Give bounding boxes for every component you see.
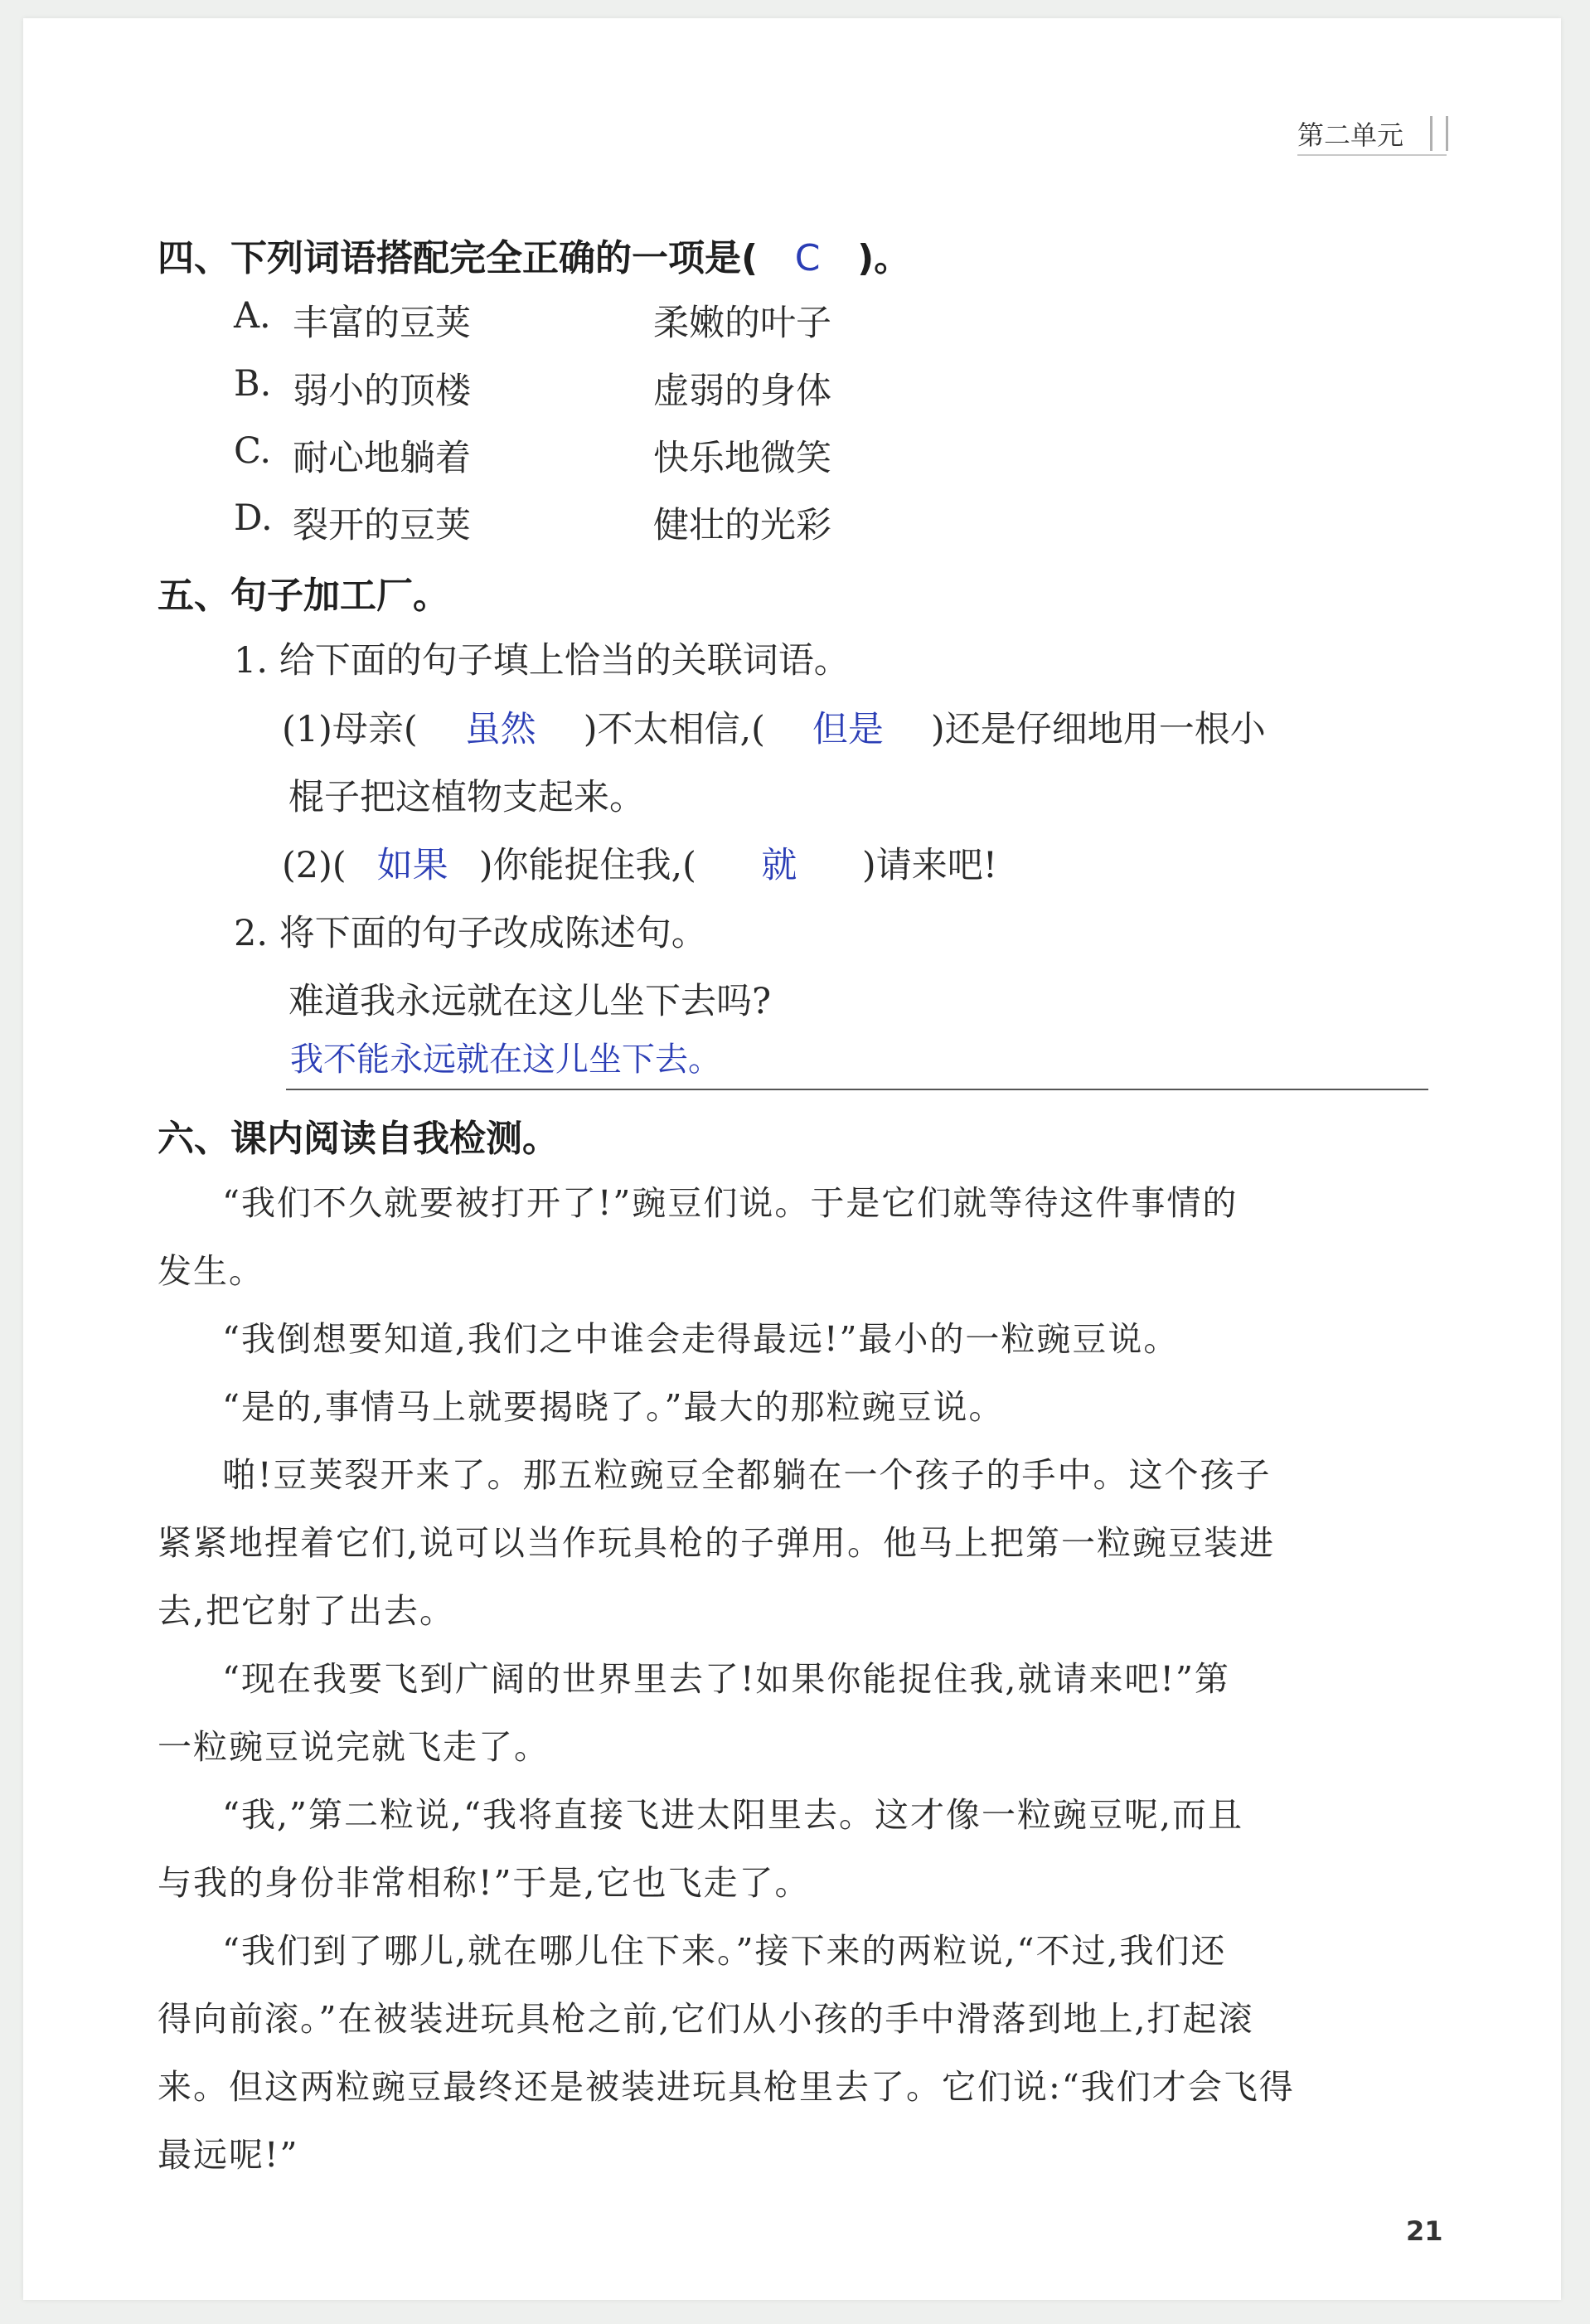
q6-title: 六、课内阅读自我检测。 bbox=[158, 1118, 559, 1160]
q4-option-a-label: A. bbox=[234, 295, 271, 337]
q5-title: 五、句子加工厂。 bbox=[158, 575, 449, 617]
q5-s1-post: )还是仔细地用一根小 bbox=[930, 709, 1266, 750]
q4-option-d-label: D. bbox=[234, 497, 273, 539]
passage-line: 一粒豌豆说完就飞走了。 bbox=[158, 1727, 550, 1767]
q5-sentence1-line2: 棍子把这植物支起来。 bbox=[288, 777, 645, 818]
page-number: 21 bbox=[1406, 2215, 1443, 2247]
passage-line: “我们到了哪儿,就在哪儿住下来。”接下来的两粒说,“不过,我们还 bbox=[222, 1931, 1227, 1971]
passage-line: 发生。 bbox=[158, 1251, 264, 1291]
q5-sub2: 2. 将下面的句子改成陈述句。 bbox=[234, 913, 707, 954]
q4-stem-post: )。 bbox=[857, 237, 911, 279]
q5-s2-answer2: 就 bbox=[761, 845, 797, 886]
q5-s1-answer2: 但是 bbox=[812, 709, 884, 750]
passage-line: “现在我要飞到广阔的世界里去了!如果你能捉住我,就请来吧!”第 bbox=[222, 1659, 1230, 1699]
q5-s2-post: )请来吧! bbox=[861, 845, 997, 886]
q5-answer-line bbox=[286, 1089, 1428, 1090]
q5-s1-mid: )不太相信,( bbox=[583, 709, 765, 750]
q4-option-d-right: 健壮的光彩 bbox=[653, 505, 831, 546]
q5-s2-mid: )你能捉住我,( bbox=[478, 845, 696, 886]
q5-s2-answer1: 如果 bbox=[376, 845, 448, 886]
q4-option-a-left: 丰富的豆荚 bbox=[293, 303, 471, 344]
q5-s1-pre: (1)母亲( bbox=[282, 709, 418, 750]
passage-line: 来。但这两粒豌豆最终还是被装进玩具枪里去了。它们说:“我们才会飞得 bbox=[158, 2067, 1295, 2107]
header-rule bbox=[1297, 154, 1447, 156]
q4-answer: C bbox=[794, 237, 821, 279]
q4-option-b-left: 弱小的顶楼 bbox=[293, 371, 471, 412]
q4-option-c-left: 耐心地躺着 bbox=[293, 438, 471, 479]
q5-question-sentence: 难道我永远就在这儿坐下去吗? bbox=[288, 981, 772, 1022]
passage-line: 最远呢!” bbox=[158, 2135, 299, 2175]
q5-sentence2 bbox=[282, 837, 997, 888]
q5-sub1: 1. 给下面的句子填上恰当的关联词语。 bbox=[234, 640, 850, 682]
q5-answer-sentence: 我不能永远就在这儿坐下去。 bbox=[290, 1041, 721, 1079]
q4-option-c-label: C. bbox=[234, 430, 272, 472]
unit-header: 第二单元 bbox=[1297, 119, 1404, 151]
header-bars-decoration bbox=[1430, 116, 1448, 151]
q5-s1-answer1: 虽然 bbox=[464, 709, 536, 750]
q4-option-c-right: 快乐地微笑 bbox=[653, 438, 831, 479]
q4-option-b-label: B. bbox=[234, 363, 272, 405]
passage-line: “我,”第二粒说,“我将直接飞进太阳里去。这才像一粒豌豆呢,而且 bbox=[222, 1795, 1243, 1835]
passage-line: “是的,事情马上就要揭晓了。”最大的那粒豌豆说。 bbox=[222, 1387, 1005, 1427]
q4-stem bbox=[158, 228, 910, 281]
q4-option-b-right: 虚弱的身体 bbox=[653, 371, 831, 412]
passage-line: 与我的身份非常相称!”于是,它也飞走了。 bbox=[158, 1863, 811, 1903]
q5-s2-pre: (2)( bbox=[282, 845, 347, 886]
q4-stem-pre: 四、下列词语搭配完全正确的一项是( bbox=[158, 237, 759, 279]
passage-line: “我们不久就要被打开了!”豌豆们说。于是它们就等待这件事情的 bbox=[222, 1183, 1239, 1223]
passage-line: 紧紧地捏着它们,说可以当作玩具枪的子弹用。他马上把第一粒豌豆装进 bbox=[158, 1523, 1276, 1563]
passage-line: 去,把它射了出去。 bbox=[158, 1591, 456, 1631]
q4-option-a-right: 柔嫩的叶子 bbox=[653, 303, 831, 344]
q4-option-d-left: 裂开的豆荚 bbox=[293, 505, 471, 546]
passage-line: 得向前滚。”在被装进玩具枪之前,它们从小孩的手中滑落到地上,打起滚 bbox=[158, 1999, 1254, 2039]
q5-sentence1 bbox=[282, 701, 1266, 752]
passage-line: “我倒想要知道,我们之中谁会走得最远!”最小的一粒豌豆说。 bbox=[222, 1319, 1180, 1359]
passage-line: 啪!豆荚裂开来了。那五粒豌豆全都躺在一个孩子的手中。这个孩子 bbox=[222, 1455, 1272, 1495]
